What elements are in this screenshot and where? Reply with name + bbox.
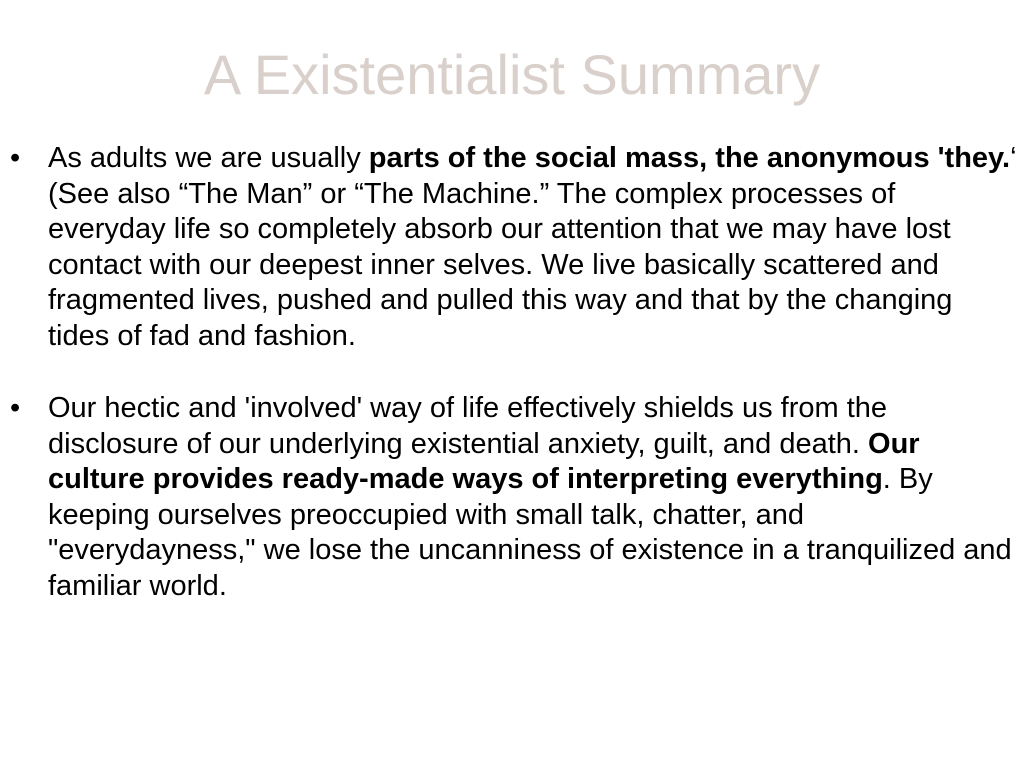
bullet-text-emphasis: parts of the social mass, the anonymous 'they. bbox=[368, 142, 1011, 174]
bullet-dot-icon: • bbox=[10, 392, 21, 424]
bullet-text-body: ‘ (See also “The Man” or “The Machine.” The complex processes of everyday life so completely absorb our attention that we may have lost contact with our deepest inner selves. We live basically scattered and fragmented lives, pushed and pulled this way and that by the changing tides of fad and fashion. bbox=[48, 142, 1017, 352]
slide-title: A Existentialist Summary bbox=[203, 43, 821, 106]
bullet-text bbox=[48, 142, 1017, 352]
bullet-text-lead: As adults we are usually bbox=[48, 142, 369, 174]
bullet-item bbox=[10, 141, 1018, 354]
bullet-dot-icon: • bbox=[10, 142, 21, 174]
bullet-text-body: . By keeping ourselves preoccupied with small talk, chatter, and "everydayness," we lose the uncanniness of existence in a tranquilized and familiar world. bbox=[48, 463, 1012, 602]
bullet-text-lead: Our hectic and 'involved' way of life effectively shields us from the disclosure of our underlying existential anxiety, guilt, and death. bbox=[48, 392, 888, 460]
bullet-text bbox=[48, 392, 1012, 602]
bullet-item bbox=[10, 391, 1018, 604]
bullet-list bbox=[10, 141, 1018, 604]
bullet-text-emphasis: Our culture provides ready-made ways of interpreting everything bbox=[48, 427, 920, 495]
